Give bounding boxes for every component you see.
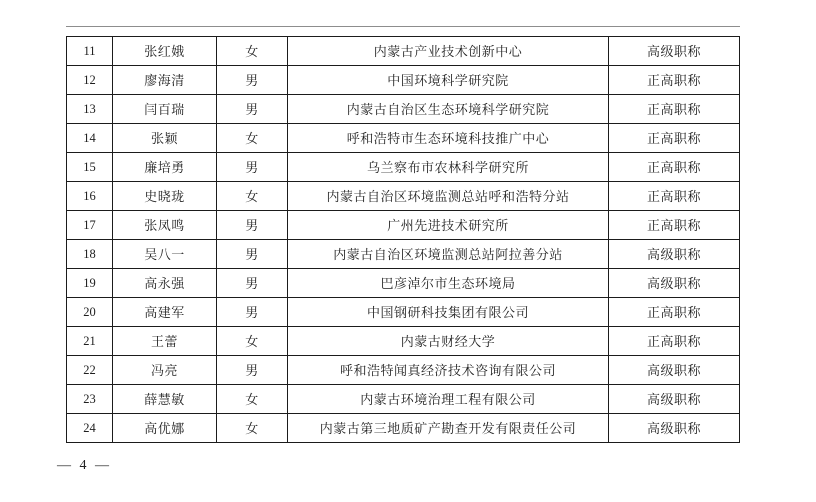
cell-name: 高永强 — [113, 269, 217, 298]
cell-org: 内蒙古产业技术创新中心 — [288, 37, 609, 66]
cell-org: 中国钢研科技集团有限公司 — [288, 298, 609, 327]
cell-title: 高级职称 — [609, 356, 740, 385]
cell-name: 薛慧敏 — [113, 385, 217, 414]
cell-no: 12 — [67, 66, 113, 95]
cell-title: 正高职称 — [609, 153, 740, 182]
cell-name: 闫百瑞 — [113, 95, 217, 124]
cell-gender: 女 — [217, 124, 288, 153]
cell-gender: 女 — [217, 414, 288, 443]
cell-name: 高建军 — [113, 298, 217, 327]
cell-org: 呼和浩特闻真经济技术咨询有限公司 — [288, 356, 609, 385]
table-row — [67, 66, 740, 95]
cell-title: 高级职称 — [609, 385, 740, 414]
cell-gender: 男 — [217, 66, 288, 95]
cell-org: 内蒙古自治区环境监测总站呼和浩特分站 — [288, 182, 609, 211]
cell-title: 高级职称 — [609, 269, 740, 298]
cell-title: 正高职称 — [609, 327, 740, 356]
table-row — [67, 269, 740, 298]
cell-org: 广州先进技术研究所 — [288, 211, 609, 240]
cell-org: 中国环境科学研究院 — [288, 66, 609, 95]
cell-no: 14 — [67, 124, 113, 153]
table-row — [67, 240, 740, 269]
cell-no: 20 — [67, 298, 113, 327]
cell-no: 16 — [67, 182, 113, 211]
cell-gender: 男 — [217, 269, 288, 298]
cell-org: 巴彦淖尔市生态环境局 — [288, 269, 609, 298]
table-row — [67, 356, 740, 385]
table-row — [67, 37, 740, 66]
table-row — [67, 153, 740, 182]
cell-title: 正高职称 — [609, 95, 740, 124]
cell-org: 内蒙古环境治理工程有限公司 — [288, 385, 609, 414]
cell-title: 高级职称 — [609, 37, 740, 66]
cell-org: 内蒙古自治区环境监测总站阿拉善分站 — [288, 240, 609, 269]
cell-title: 高级职称 — [609, 414, 740, 443]
cell-name: 廉培勇 — [113, 153, 217, 182]
cell-title: 正高职称 — [609, 182, 740, 211]
previous-row-bottom-edge — [66, 26, 740, 27]
cell-no: 18 — [67, 240, 113, 269]
cell-gender: 男 — [217, 153, 288, 182]
cell-gender: 男 — [217, 298, 288, 327]
table-row — [67, 298, 740, 327]
cell-gender: 女 — [217, 385, 288, 414]
cell-title: 高级职称 — [609, 240, 740, 269]
cell-name: 廖海清 — [113, 66, 217, 95]
cell-title: 正高职称 — [609, 124, 740, 153]
cell-org: 内蒙古第三地质矿产勘查开发有限责任公司 — [288, 414, 609, 443]
cell-gender: 女 — [217, 182, 288, 211]
cell-no: 13 — [67, 95, 113, 124]
table-row — [67, 95, 740, 124]
table-row — [67, 385, 740, 414]
cell-org: 乌兰察布市农林科学研究所 — [288, 153, 609, 182]
cell-no: 23 — [67, 385, 113, 414]
page-number: — 4 — — [57, 458, 110, 473]
cell-gender: 男 — [217, 211, 288, 240]
cell-org: 内蒙古财经大学 — [288, 327, 609, 356]
cell-name: 王蕾 — [113, 327, 217, 356]
cell-no: 22 — [67, 356, 113, 385]
cell-org: 内蒙古自治区生态环境科学研究院 — [288, 95, 609, 124]
cell-no: 19 — [67, 269, 113, 298]
cell-gender: 男 — [217, 356, 288, 385]
table-row — [67, 327, 740, 356]
table-row — [67, 182, 740, 211]
cell-name: 高优娜 — [113, 414, 217, 443]
cell-name: 史晓珑 — [113, 182, 217, 211]
cell-gender: 男 — [217, 95, 288, 124]
cell-title: 正高职称 — [609, 66, 740, 95]
table-row — [67, 124, 740, 153]
cell-gender: 女 — [217, 37, 288, 66]
cell-name: 张凤鸣 — [113, 211, 217, 240]
cell-no: 15 — [67, 153, 113, 182]
cell-no: 21 — [67, 327, 113, 356]
cell-title: 正高职称 — [609, 211, 740, 240]
cell-no: 11 — [67, 37, 113, 66]
cell-name: 吴八一 — [113, 240, 217, 269]
table-row — [67, 414, 740, 443]
cell-gender: 男 — [217, 240, 288, 269]
cell-org: 呼和浩特市生态环境科技推广中心 — [288, 124, 609, 153]
roster-table — [66, 36, 740, 443]
cell-no: 17 — [67, 211, 113, 240]
cell-title: 正高职称 — [609, 298, 740, 327]
roster-table-body — [67, 37, 740, 443]
table-row — [67, 211, 740, 240]
cell-name: 张颖 — [113, 124, 217, 153]
cell-name: 冯亮 — [113, 356, 217, 385]
cell-no: 24 — [67, 414, 113, 443]
cell-name: 张红娥 — [113, 37, 217, 66]
cell-gender: 女 — [217, 327, 288, 356]
